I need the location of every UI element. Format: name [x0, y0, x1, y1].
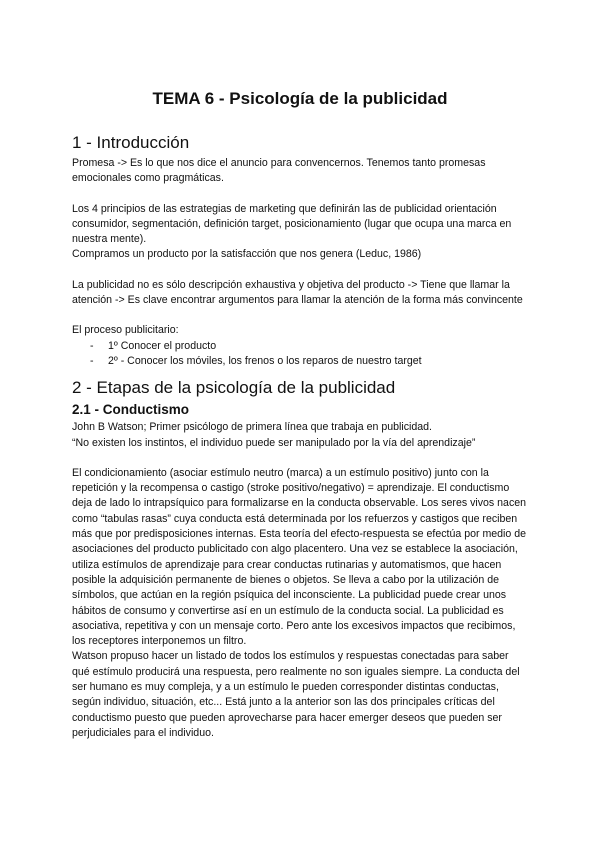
process-item-2: - 2º - Conocer los móviles, los frenos o los reparos de nuestro target: [90, 354, 528, 369]
watson-intro-paragraph: John B Watson; Primer psicólogo de primera línea que trabaja en publicidad.: [72, 421, 432, 434]
watson-critique-paragraph: Watson propuso hacer un listado de todos los estímulos y respuestas conectadas para saber qué estímulo producirá una respuesta, pero realmente no son iguales siempre. La conducta del ser humano es muy compleja, y a un estímulo le pueden corresponder distintas conductas, según individuo, situación, etc... Está junto a la anterior son las dos principales críticas del conductismo puesto que pueden aprovecharse para hacer emerger deseos que pueden ser perjudiciales para el individuo.: [72, 650, 520, 739]
process-list: [72, 339, 528, 370]
section-1-heading: 1 - Introducción: [72, 133, 190, 152]
section-2-heading: 2 - Etapas de la psicología de la publicidad: [72, 378, 396, 398]
watson-quote-paragraph: “No existen los instintos, el individuo puede ser manipulado por la vía del aprendizaje”: [72, 436, 476, 449]
process-label: El proceso publicitario:: [72, 324, 179, 337]
subsection-2-1-heading: 2.1 - Conductismo: [72, 402, 190, 418]
process-item-1: - 1º Conocer el producto: [90, 339, 528, 354]
document-title: TEMA 6 - Psicología de la publicidad: [152, 89, 448, 108]
marketing-principles-paragraph: Los 4 principios de las estrategias de marketing que definirán las de publicidad orientación consumidor, segmentación, definición target, posicionamiento (lugar que ocupa una marca en nuestra mente).: [72, 202, 512, 246]
promesa-paragraph: Promesa -> Es lo que nos dice el anuncio para convencernos. Tenemos tanto promesas emocionales como pragmáticas.: [72, 157, 486, 185]
publicidad-paragraph: La publicidad no es sólo descripción exhaustiva y objetiva del producto -> Tiene que llamar la atención -> Es clave encontrar argumentos para llamar la atención de la forma más convincente: [72, 278, 523, 307]
condicionamiento-paragraph: El condicionamiento (asociar estímulo neutro (marca) a un estímulo positivo) junto con la repetición y la recompensa o castigo (stroke positivo/negativo) = aprendizaje. El conductismo deja de lado lo intrapsíquico para formalizarse en la conducta observable. Los seres vivos nacen como “tabulas rasas” cuya conducta está determinada por los refuerzos y castigos que reciben más que por predisposiciones internas. Esta teoría del efecto-respuesta se efectúa por medio de asociaciones del producto publicitado con algo placentero. Una vez se establece la asociación, utiliza estímulos de aprendizaje para crear conductas rutinarias y automatismos, que hacen posible la adquisición permanente de bienes o objetos. Se lleva a cabo por la utilización de símbolos, que actúan en la región psíquica del inconsciente. La publicidad puede crear unos hábitos de consumo y convertirse así en un estímulo de la conducta social. La publicidad es asociativa, repetitiva y con un mensaje corto. Pero ante los excesivos impactos que recibimos, los receptores interponemos un filtro.: [72, 466, 527, 648]
leduc-paragraph: Compramos un producto por la satisfacción que nos genera (Leduc, 1986): [72, 248, 422, 261]
